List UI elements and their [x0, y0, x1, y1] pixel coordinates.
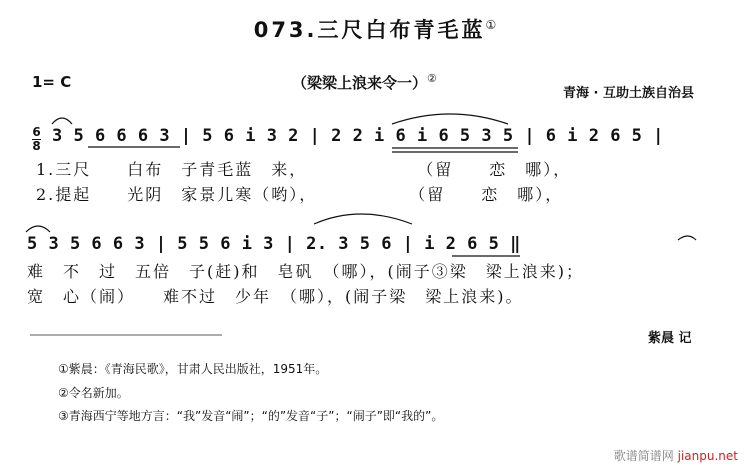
- score-line-1-lyric-2: 2.提起 光阴 家景儿寒（哟）， （留 恋 哪），: [36, 185, 564, 204]
- watermark-url: jianpu.net: [677, 449, 738, 463]
- time-signature: 6 8: [32, 125, 41, 153]
- site-watermark: [614, 447, 738, 464]
- footnote-3: ③青海西宁等地方言：“我”发音“闹”；“的”发音“子”；“闹子”即“我的”。: [58, 409, 444, 423]
- song-subtitle: （梁梁上浪来令一）②: [292, 72, 437, 92]
- transcriber-signature: 紫晨 记: [648, 331, 692, 346]
- key-signature: 1= C: [32, 73, 72, 91]
- footnote-1: ①紫晨：《青海民歌》，甘肃人民出版社，1951年。: [58, 362, 328, 376]
- score-line-1-notes: 3 5 6 6 6 3 | 5 6 i 3 2 | 2 2 i 6 i 6 5 3 5 | 6 i 2 6 5 |: [52, 126, 664, 146]
- slur: [678, 236, 696, 240]
- song-title: 073.三尺白布青毛蓝①: [253, 18, 497, 42]
- score-line-2-lyric-1: 难 不 过 五倍 子(赶)和 皂矾 （哪），(闹子③梁 梁上浪来)；: [27, 262, 584, 281]
- watermark-site: 歌谱简谱网: [613, 449, 674, 463]
- slur: [314, 214, 412, 224]
- footnote-2: ②令名新加。: [58, 386, 129, 400]
- slur: [392, 114, 508, 124]
- slur: [26, 226, 50, 232]
- slur: [52, 118, 72, 124]
- score-line-2-lyric-2: 宽 心（闹） 难不过 少年 （哪），(闹子梁 梁上浪来)。: [27, 287, 524, 306]
- song-region: 青海 · 互助土族自治县: [563, 86, 694, 101]
- score-line-2-notes: 5 3 5 6 6 3 | 5 5 6 i 3 | 2. 3 5 6 | i 2 6 5 ‖: [27, 234, 521, 254]
- score-line-1-lyric-1: 1.三尺 白布 子青毛蓝 来， （留 恋 哪），: [36, 160, 572, 179]
